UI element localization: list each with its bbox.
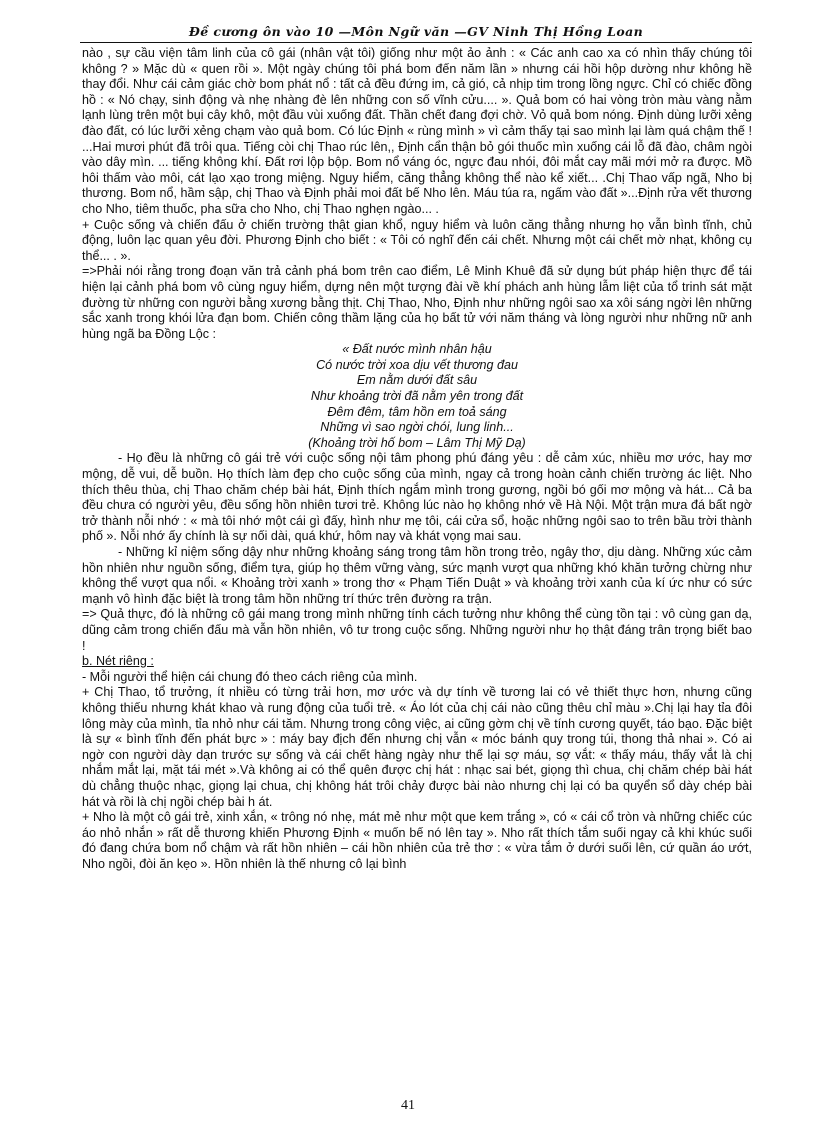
paragraph: + Chị Thao, tổ trưởng, ít nhiều có từng trải hơn, mơ ước và dự tính về tương lai có vẻ thiết thực hơn, nhưng cũng không thiếu nhưng khát khao và rung động của tuổi trẻ. « Áo lót của chị cái nào cũng thêu chỉ màu ».Chị lại hay tỉa đôi lông mày của mình, tỉa nhỏ như cái tăm. Nhưng trong công việc, ai cũng gờm chị về tính cương quyết, táo bạo. Đặc biệt là sự « bình tĩnh đến phát bực » : máy bay địch đến nhưng chị vẫn « móc bánh quy trong túi, thong thả nhai ». Có ai ngờ con người dày dạn trước sự sống và cái chết hàng ngày như thế lại sợ máu, sợ vắt: « thấy máu, thấy vắt là chị nhắm mắt lại, mặt tái mét ».Và không ai có thể quên được chị hát : nhạc sai bét, giọng thì chua, chị chăm chép bài hát dù chẳng thuộc nhạc, giọng lại chua, chị không hát trôi chảy được bài nào nhưng chị lại có ba quyển sổ dày chép bài hát và rồi là chị ngồi chép bài h át. (82, 685, 752, 809)
paragraph: - Những kỉ niệm sống dậy như những khoảng sáng trong tâm hồn trong trẻo, ngây thơ, dịu dàng. Những xúc cảm hồn nhiên như nguồn sống, điểm tựa, giúp họ thêm vững vàng, sức mạnh vượt qua những khó khăn tưởng chừng như không thể vượt qua nổi. « Khoảng trời xanh » trong thơ « Phạm Tiến Duật » và khoảng trời xanh của kí ức như có sức mạnh vô hình đặc biệt là trong tâm hồn những trí thức trên đường ra trận. (82, 545, 752, 606)
poem-block (82, 342, 752, 451)
poem-source: (Khoảng trời hố bom – Lâm Thị Mỹ Dạ) (308, 435, 526, 450)
paragraph: + Nho là một cô gái trẻ, xinh xắn, « trông nó nhẹ, mát mẻ như một que kem trắng », có « cái cổ tròn và những chiếc cúc áo nhỏ nhắn » rất dễ thương khiến Phương Định « muốn bế nó lên tay ». Nho rất thích tắm suối ngay cả khi khúc suối đó đang chứa bom nổ chậm và rất hồn nhiên – cái hồn nhiên của trẻ thơ : « vừa tắm ở dưới suối lên, cứ quần áo ướt, Nho ngồi, đòi ăn kẹo ». Hồn nhiên là thế nhưng cô lại bình (82, 810, 752, 871)
paragraph: =>Phải nói rằng trong đoạn văn trả cảnh phá bom trên cao điểm, Lê Minh Khuê đã sử dụng bút pháp hiện thực để tái hiện lại cảnh phá bom vô cùng nguy hiểm, dựng nên một tượng đài về khí phách anh hùng lẫm liệt của tổ trinh sát mặt đường từ những con người bằng xương bằng thịt. Chị Thao, Nho, Định như những ngôi sao xa xôi sáng ngời lên những sắc xanh trong khói lửa đạn bom. Chiến công thầm lặng của họ bất tử với năm tháng và lòng người như những nữ anh hùng ngã ba Đồng Lộc : (82, 264, 752, 341)
paragraph: + Cuộc sống và chiến đấu ở chiến trường thật gian khổ, nguy hiểm và luôn căng thẳng nhưng họ vẫn bình tĩnh, chủ động, luôn lạc quan yêu đời. Phương Định cho biết : « Tôi có nghĩ đến cái chết. Nhưng một cái chết mờ nhạt, không cụ thể... . ». (82, 217, 752, 263)
poem-line: Những vì sao ngời chói, lung linh... (320, 420, 514, 435)
paragraph: nào , sự cầu viện tâm linh của cô gái (nhân vật tôi) giống như một ảo ảnh : « Các anh cao xa có nhìn thấy chúng tôi không ? » Mặc dù « quen rồi ». Một ngày chúng tôi phá bom đến năm lần » nhưng cái hồi hộp dường như không hề thay đổi. Như cái cảm giác chờ bom phát nổ : tất cả đều đứng im, cả gió, cả nhịp tim trong lồng ngực. Chỉ có chiếc đồng hồ : « Nó chạy, sinh động và nhẹ nhàng đè lên những con số vĩnh cửu.... ». Quả bom có hai vòng tròn màu vàng nằm lạnh lùng trên một bụi cây khô, một đầu vùi xuống đất. Thần chết đang đợi chờ. Vỏ quả bom nóng. Định dùng lưỡi xẻng đào đất, có lúc lưỡi xẻng chạm vào quả bom. Có lúc Định « rùng mình » vì cảm thấy tại sao mình lại làm quá chậm thế ! ...Hai mươi phút đã trôi qua. Tiếng còi chị Thao rúc lên,, Định cẩn thận bỏ gói thuốc mìn xuống cái lỗ đã đào, châm ngòi vào dây mìn. ... tiếng không khí. Đất rơi lộp bộp. Bom nổ váng óc, ngực đau nhói, đôi mắt cay mãi mới mở ra được. Mồ hôi thấm vào môi, cát lạo xạo trong miệng. Nguy hiểm, căng thẳng không thể nào kể xiết... .Chị Thao vấp ngã, Nho bị thương. Bom nổ, hầm sập, chị Thao và Định phải moi đất bế Nho lên. Máu túa ra, ngấm vào đất »...Định rửa vết thương cho Nho, tiêm thuốc, pha sữa cho Nho, chị Thao nghẹn ngào... . (82, 46, 752, 216)
conclusion-paragraph: => Quả thực, đó là những cô gái mang trong mình những tính cách tưởng như không thể cùng tồn tại : vô cùng gan dạ, dũng cảm trong chiến đấu mà vẫn hồn nhiên, vô tư trong cuộc sống. Những người như họ thật đáng trân trọng biết bao ! (82, 607, 752, 653)
page-header: Đề cương ôn vào 10 —Môn Ngữ văn —GV Ninh Thị Hồng Loan (188, 24, 644, 39)
header-rule (80, 42, 752, 43)
paragraph: - Họ đều là những cô gái trẻ với cuộc sống nội tâm phong phú đáng yêu : dễ cảm xúc, nhiều mơ ước, hay mơ mộng, dễ vui, dễ buồn. Họ thích làm đẹp cho cuộc sống của mình, ngay cả trong hoàn cảnh chiến trường ác liệt. Nho thích thêu thùa, chị Thao chăm chép bài hát, Định thích ngắm mình trong gương, ngồi bó gối mơ mộng và hát... Cả ba đều chưa có người yêu, đều sống hồn nhiên tươi trẻ. Không lúc nào họ không nhớ về Hà Nội. Một trận mưa đá bất ngờ trở thành nỗi nhớ : « mà tôi nhớ một cái gì đấy, hình như mẹ tôi, cái cửa sổ, hoặc những ngôi sao to trên bầu trời thành phố ». Nỗi nhớ ấy chính là sự nối dài, quá khứ, hôm nay và khát vọng mai sau. (82, 451, 752, 544)
poem-line: « Đất nước mình nhân hậu (342, 342, 492, 357)
document-body (82, 46, 752, 872)
poem-line: Như khoảng trời đã nằm yên trong đất (310, 389, 524, 404)
poem-line: Đêm đêm, tâm hồn em toả sáng (327, 404, 507, 419)
poem-line: Em nằm dưới đất sâu (356, 373, 478, 388)
section-heading: b. Nét riêng : (82, 654, 154, 669)
poem-line: Có nước trời xoa dịu vết thương đau (316, 357, 518, 372)
page-number: 41 (401, 1098, 415, 1113)
paragraph: - Mỗi người thể hiện cái chung đó theo cách riêng của mình. (82, 669, 418, 684)
